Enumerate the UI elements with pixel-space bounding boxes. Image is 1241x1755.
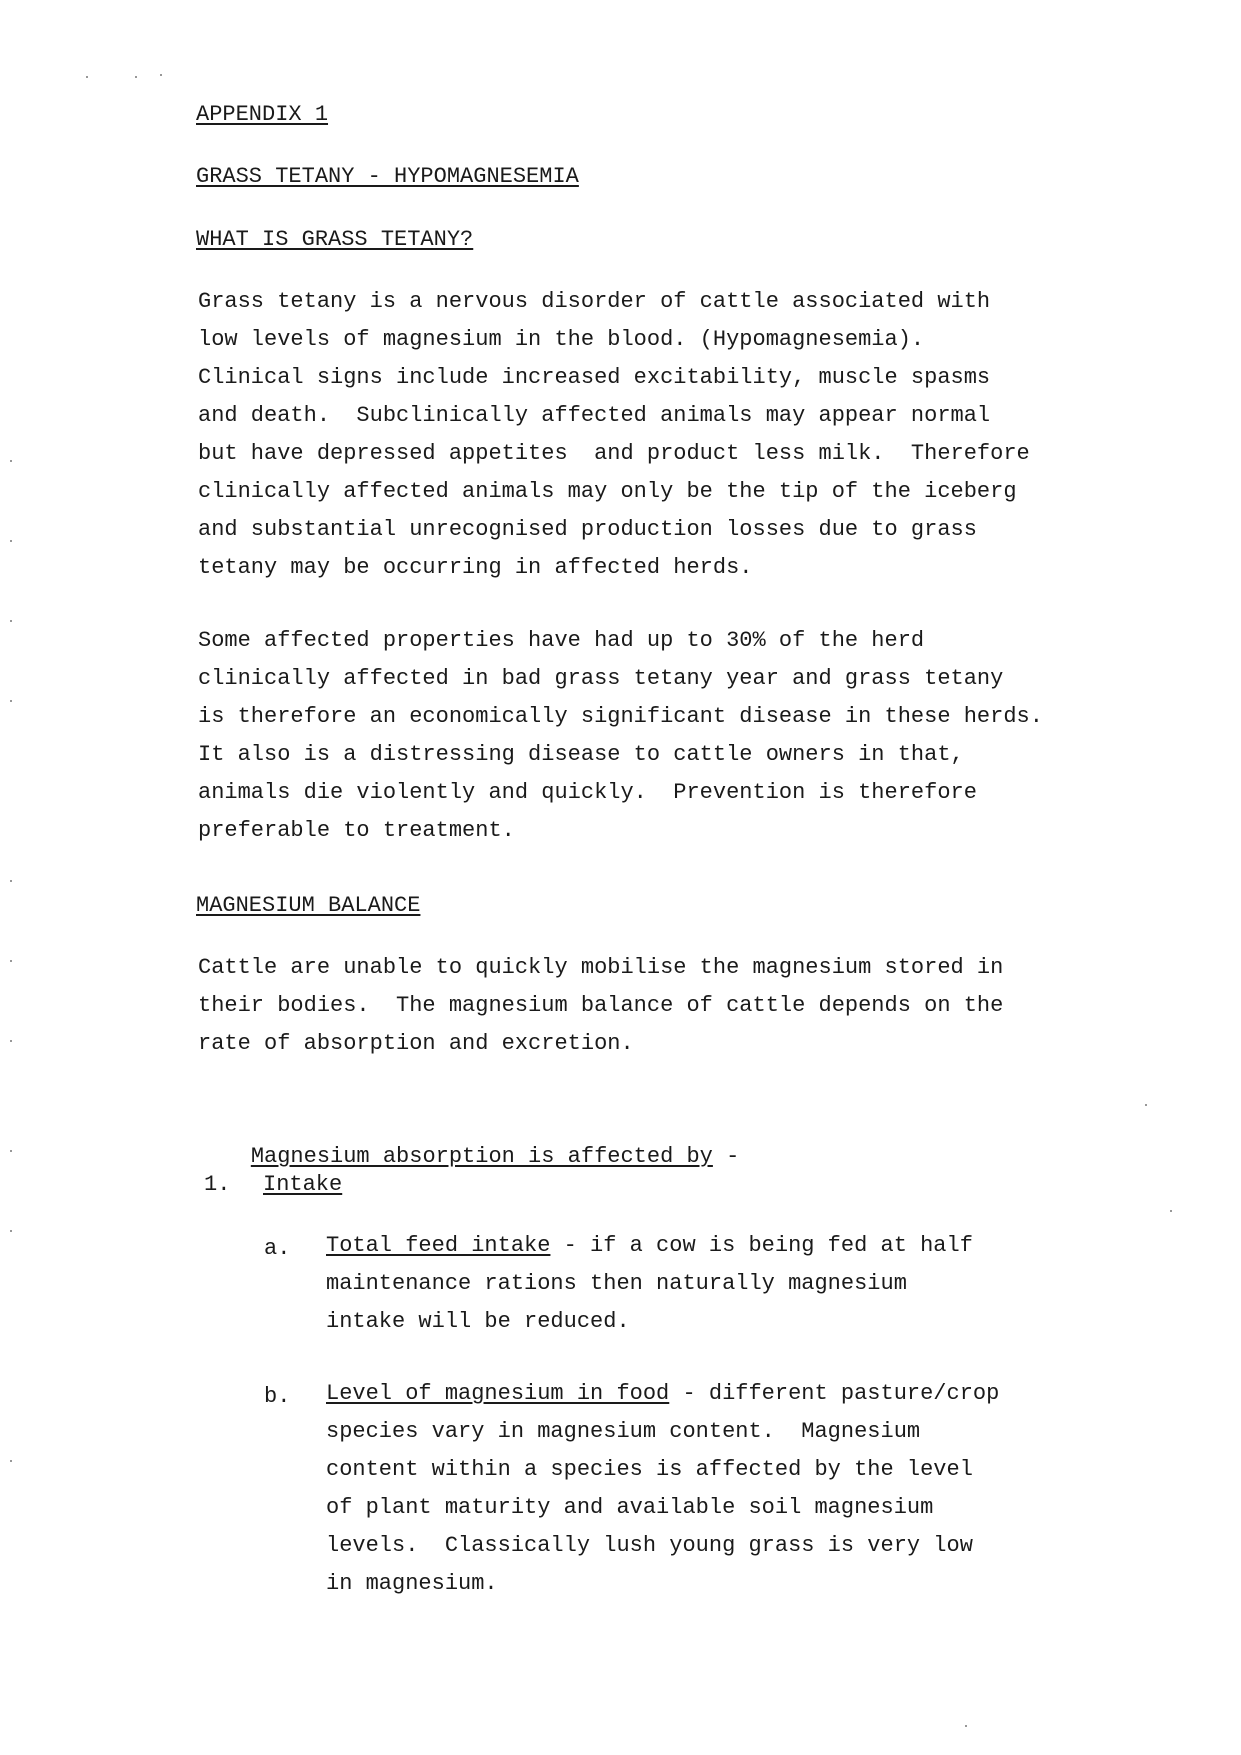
text-line: rate of absorption and excretion. — [198, 1031, 634, 1056]
sub-letter-b: b. — [264, 1384, 291, 1409]
sub-item-total-feed-intake — [326, 1227, 973, 1341]
section-heading-magnesium-balance: MAGNESIUM BALANCE — [196, 893, 421, 918]
text-line: intake will be reduced. — [326, 1309, 630, 1334]
paragraph-herd-impact — [198, 622, 1043, 850]
text-line: is therefore an economically significant disease in these herds. — [198, 704, 1043, 729]
text-line: Clinical signs include increased excitability, muscle spasms — [198, 365, 991, 390]
text-line — [326, 1375, 999, 1413]
text-line: and death. Subclinically affected animals may appear normal — [198, 403, 991, 428]
text-line: preferable to treatment. — [198, 818, 515, 843]
main-title: GRASS TETANY - HYPOMAGNESEMIA — [196, 164, 579, 189]
text-line: but have depressed appetites and product less milk. Therefore — [198, 441, 1030, 466]
absorption-heading-dash: - — [712, 1144, 740, 1169]
text-fragment: - if a cow is being fed at half — [550, 1233, 973, 1258]
absorption-heading-text: Magnesium absorption is affected by — [250, 1144, 713, 1169]
paragraph-what-is — [198, 283, 1030, 587]
text-line: content within a species is affected by the level — [326, 1457, 973, 1482]
sub-title-total-feed-intake: Total feed intake — [326, 1233, 551, 1258]
text-line: animals die violently and quickly. Prevention is therefore — [198, 780, 977, 805]
paragraph-magnesium-balance — [198, 949, 1003, 1063]
appendix-label: APPENDIX 1 — [196, 102, 329, 127]
list-number-1: 1. — [204, 1172, 231, 1197]
text-line: species vary in magnesium content. Magnesium — [326, 1419, 921, 1444]
text-line — [326, 1227, 973, 1265]
text-line: It also is a distressing disease to cattle owners in that, — [198, 742, 964, 767]
section-heading-what-is: WHAT IS GRASS TETANY? — [196, 227, 474, 252]
text-line: maintenance rations then naturally magnesium — [326, 1271, 907, 1296]
text-line: levels. Classically lush young grass is very low — [326, 1533, 973, 1558]
list-title-intake: Intake — [263, 1172, 343, 1197]
text-line: of plant maturity and available soil magnesium — [326, 1495, 934, 1520]
text-line: low levels of magnesium in the blood. (Hypomagnesemia). — [198, 327, 925, 352]
text-fragment: - different pasture/crop — [669, 1381, 1000, 1406]
text-line: Grass tetany is a nervous disorder of cattle associated with — [198, 289, 991, 314]
text-line: clinically affected in bad grass tetany year and grass tetany — [198, 666, 1004, 691]
sub-title-level-of-magnesium: Level of magnesium in food — [326, 1381, 670, 1406]
text-line: Cattle are unable to quickly mobilise the magnesium stored in — [198, 955, 1004, 980]
sub-letter-a: a. — [264, 1236, 291, 1261]
text-line: Some affected properties have had up to 30% of the herd — [198, 628, 925, 653]
text-line: their bodies. The magnesium balance of cattle depends on the — [198, 993, 1004, 1018]
text-line: clinically affected animals may only be the tip of the iceberg — [198, 479, 1017, 504]
text-line: tetany may be occurring in affected herds. — [198, 555, 753, 580]
sub-item-level-of-magnesium — [326, 1375, 999, 1603]
text-line: and substantial unrecognised production losses due to grass — [198, 517, 977, 542]
text-line: in magnesium. — [326, 1571, 498, 1596]
